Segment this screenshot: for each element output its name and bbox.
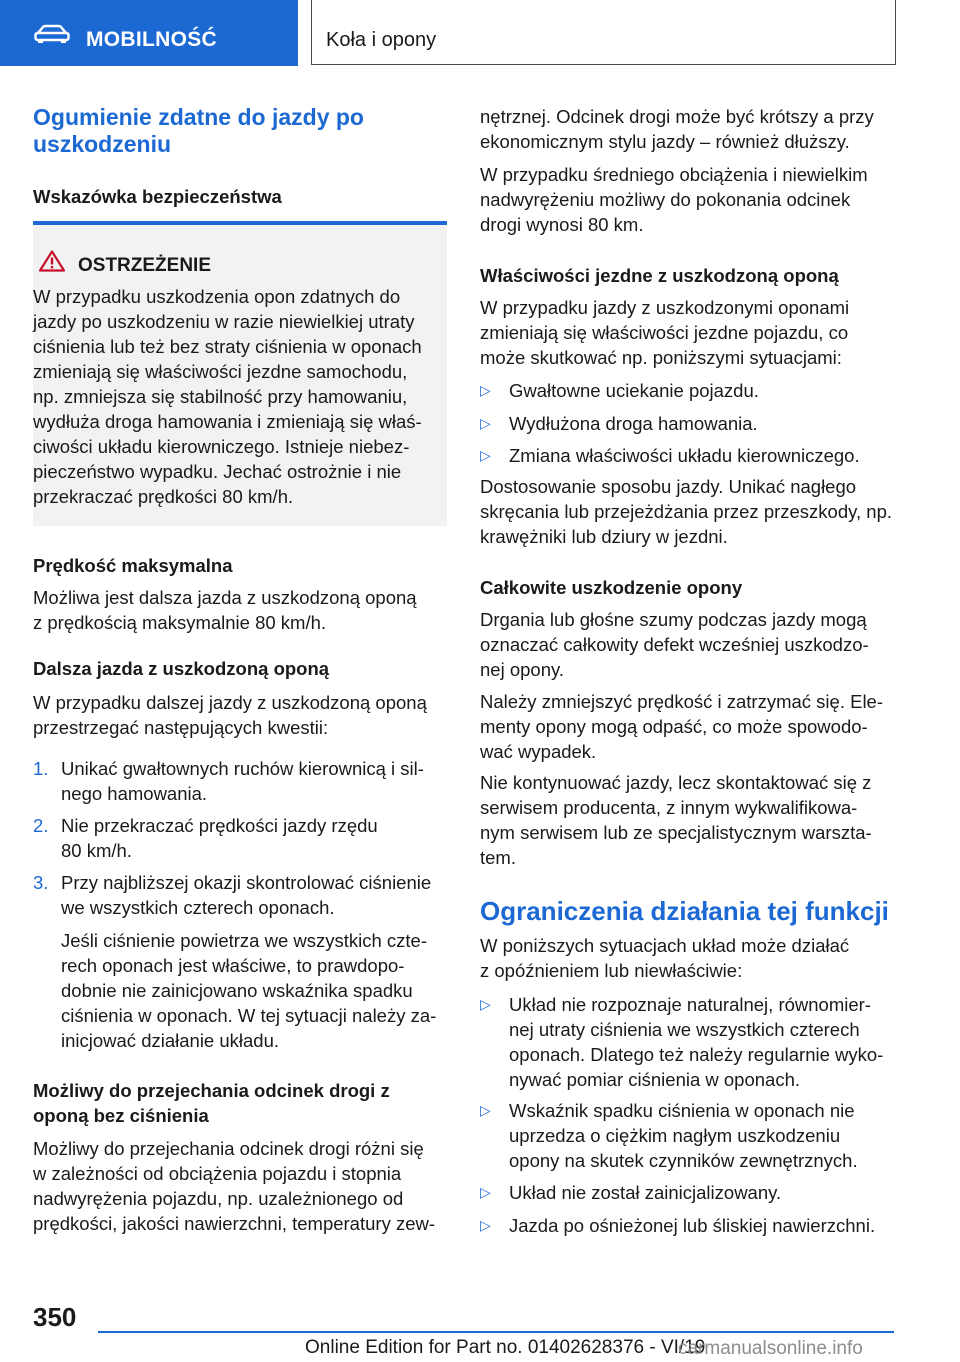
text-line: Przy najbliższej okazji skontrolować ciśnienie <box>61 872 432 893</box>
bullet-icon: ▷ <box>480 1217 491 1233</box>
continued-paragraph <box>480 104 874 154</box>
text-line: Zmiana właściwości układu kierowniczego. <box>509 445 860 466</box>
text-line: ciśnienia w oponach. W tej sytuacji należy za- <box>61 1005 437 1026</box>
medium-load-paragraph <box>480 162 868 237</box>
text-line: serwisem producenta, z innym wykwalifikowa- <box>480 797 858 818</box>
text-line: z opóźnieniem lub niewłaściwie: <box>480 960 743 981</box>
heading-line: oponą bez ciśnienia <box>33 1105 209 1126</box>
text-line: skręcania lub przejeżdżania przez przeszkody, np. <box>480 501 893 522</box>
text-line: tem. <box>480 847 516 868</box>
continue-heading: Dalsza jazda z uszkodzoną oponą <box>33 658 330 679</box>
page-number: 350 <box>33 1302 77 1332</box>
text-line: Układ nie został zainicjalizowany. <box>509 1182 782 1203</box>
text-line: nywać pomiar ciśnienia w oponach. <box>509 1069 801 1090</box>
text-line: Nie kontynuować jazdy, lecz skontaktować się z <box>480 772 872 793</box>
section-title: Ogumienie zdatne do jazdy po uszkodzeniu <box>33 104 364 157</box>
text-line: menty opony mogą odpaść, co może spowodo- <box>480 716 868 737</box>
text-line: Dostosowanie sposobu jazdy. Unikać nagłego <box>480 476 857 497</box>
text-line: wać wypadek. <box>480 741 597 762</box>
text-line: W przypadku jazdy z uszkodzonymi oponami <box>480 297 850 318</box>
text-line: ekonomicznym stylu jazdy – również dłuższy. <box>480 131 850 152</box>
text-line: zmieniają się właściwości jezdne pojazdu, co <box>480 322 849 343</box>
safety-heading: Wskazówka bezpieczeństwa <box>33 186 282 207</box>
warning-line: zmieniają się właściwości jezdne samochodu, <box>33 361 408 382</box>
section-label: MOBILNOŚĆ <box>86 28 218 51</box>
text-line: w zależności od obciążenia pojazdu i stopnia <box>33 1163 402 1184</box>
warning-text <box>33 284 447 509</box>
warning-box <box>33 221 447 526</box>
text-line: może skutkować np. poniższymi sytuacjami: <box>480 347 842 368</box>
continue-paragraph <box>33 690 427 740</box>
text-line: oznaczać całkowity defekt wcześniej uszkodzo- <box>480 634 869 655</box>
warning-line: wydłuża droga hamowania i zmieniają się właś- <box>33 411 422 432</box>
text-line: uprzedza o ciężkim nagłym uszkodzeniu <box>509 1125 841 1146</box>
text-line: drogi wynosi 80 km. <box>480 214 644 235</box>
text-line: Nie przekraczać prędkości jazdy rzędu <box>61 815 378 836</box>
text-line: nadwyrężenia pojazdu, np. uzależnionego od <box>33 1188 404 1209</box>
warning-line: ciwości układu kierowniczego. Istnieje niebez- <box>33 436 410 457</box>
bullet-icon: ▷ <box>480 1102 491 1118</box>
edition-text: Online Edition for Part no. 01402628376 - VI/19 <box>305 1337 706 1358</box>
warning-line: przekraczać prędkości 80 km/h. <box>33 486 294 507</box>
text-line: Jazda po ośnieżonej lub śliskiej nawierzchni. <box>509 1215 876 1236</box>
text-line: Drgania lub głośne szumy podczas jazdy mogą <box>480 609 867 630</box>
section-tab <box>0 0 298 66</box>
step3-note <box>61 928 436 1053</box>
text-line: Należy zmniejszyć prędkość i zatrzymać się. Ele- <box>480 691 883 712</box>
warning-line: W przypadku uszkodzenia opon zdatnych do <box>33 286 401 307</box>
watermark: carmanualsonline.info <box>678 1338 863 1359</box>
list-number: 1. <box>33 758 49 779</box>
heading-line: Możliwy do przejechania odcinek drogi z <box>33 1080 390 1101</box>
text-line: inicjować działanie układu. <box>61 1030 280 1051</box>
warning-line: pieczeństwo wypadku. Jechać ostrożnie i nie <box>33 461 402 482</box>
bullet-icon: ▷ <box>480 415 491 431</box>
limits-heading: Ograniczenia działania tej funkcji <box>480 896 889 926</box>
distance-heading <box>33 1078 390 1128</box>
bullet-icon: ▷ <box>480 382 491 398</box>
speed-paragraph <box>33 585 417 635</box>
warning-line: ciśnienia lub też bez straty ciśnienia w oponach <box>33 336 422 357</box>
text-line: opony na skutek czynników zewnętrznych. <box>509 1150 858 1171</box>
total-damage-heading: Całkowite uszkodzenie opony <box>480 577 743 598</box>
text-line: W przypadku dalszej jazdy z uszkodzoną oponą <box>33 692 427 713</box>
text-line: nętrznej. Odcinek drogi może być krótszy a przy <box>480 106 874 127</box>
text-line: prędkości, jakości nawierzchni, temperatury zew- <box>33 1213 436 1234</box>
text-line: W poniższych sytuacjach układ może działać <box>480 935 850 956</box>
text-line: Unikać gwałtownych ruchów kierownicą i sil- <box>61 758 424 779</box>
handling-paragraph <box>480 295 849 370</box>
reduce-paragraph <box>480 689 883 764</box>
total-damage-paragraph <box>480 607 869 682</box>
text-line: Możliwa jest dalsza jazda z uszkodzoną oponą <box>33 587 417 608</box>
adjust-paragraph <box>480 474 910 549</box>
warning-line: jazdy po uszkodzeniu w razie niewielkiej utraty <box>33 311 415 332</box>
footer-divider <box>98 1331 894 1333</box>
list-number: 3. <box>33 872 49 893</box>
text-line: Jeśli ciśnienie powietrza we wszystkich czte- <box>61 930 428 951</box>
text-line: nej utraty ciśnienia we wszystkich czterech <box>509 1019 860 1040</box>
car-icon <box>34 24 70 44</box>
bullet-icon: ▷ <box>480 1184 491 1200</box>
text-line: krawężniki lub dziury w jezdni. <box>480 526 728 547</box>
text-line: Gwałtowne uciekanie pojazdu. <box>509 380 759 401</box>
text-line: dobnie nie zainicjowano wskaźnika spadku <box>61 980 413 1001</box>
text-line: Możliwy do przejechania odcinek drogi różni się <box>33 1138 424 1159</box>
text-line: W przypadku średniego obciążenia i niewielkim <box>480 164 868 185</box>
text-line: z prędkością maksymalnie 80 km/h. <box>33 612 327 633</box>
stop-paragraph <box>480 770 872 870</box>
text-line: 80 km/h. <box>61 840 132 861</box>
text-line: przestrzegać następujących kwestii: <box>33 717 329 738</box>
text-line: Wskaźnik spadku ciśnienia w oponach nie <box>509 1100 855 1121</box>
chapter-tab <box>311 0 896 65</box>
text-line: we wszystkich czterech oponach. <box>61 897 335 918</box>
warning-line: np. zmniejsza się stabilność przy hamowaniu, <box>33 386 408 407</box>
text-line: nej opony. <box>480 659 564 680</box>
chapter-title: Koła i opony <box>326 29 437 51</box>
text-line: rech oponach jest właściwe, to prawdopo- <box>61 955 405 976</box>
warning-title: OSTRZEŻENIE <box>78 255 212 276</box>
text-line: oponach. Dlatego też należy regularnie wyko- <box>509 1044 884 1065</box>
text-line: nego hamowania. <box>61 783 208 804</box>
warning-triangle-icon <box>39 250 65 272</box>
text-line: nym serwisem lub ze specjalistycznym warszta- <box>480 822 872 843</box>
bullet-icon: ▷ <box>480 447 491 463</box>
distance-paragraph <box>33 1136 435 1236</box>
bullet-icon: ▷ <box>480 996 491 1012</box>
limits-paragraph <box>480 933 849 983</box>
text-line: nadwyrężeniu możliwy do pokonania odcinek <box>480 189 851 210</box>
speed-heading: Prędkość maksymalna <box>33 555 233 576</box>
list-number: 2. <box>33 815 49 836</box>
text-line: Wydłużona droga hamowania. <box>509 413 758 434</box>
handling-heading: Właściwości jezdne z uszkodzoną oponą <box>480 265 839 286</box>
text-line: Układ nie rozpoznaje naturalnej, równomier- <box>509 994 871 1015</box>
